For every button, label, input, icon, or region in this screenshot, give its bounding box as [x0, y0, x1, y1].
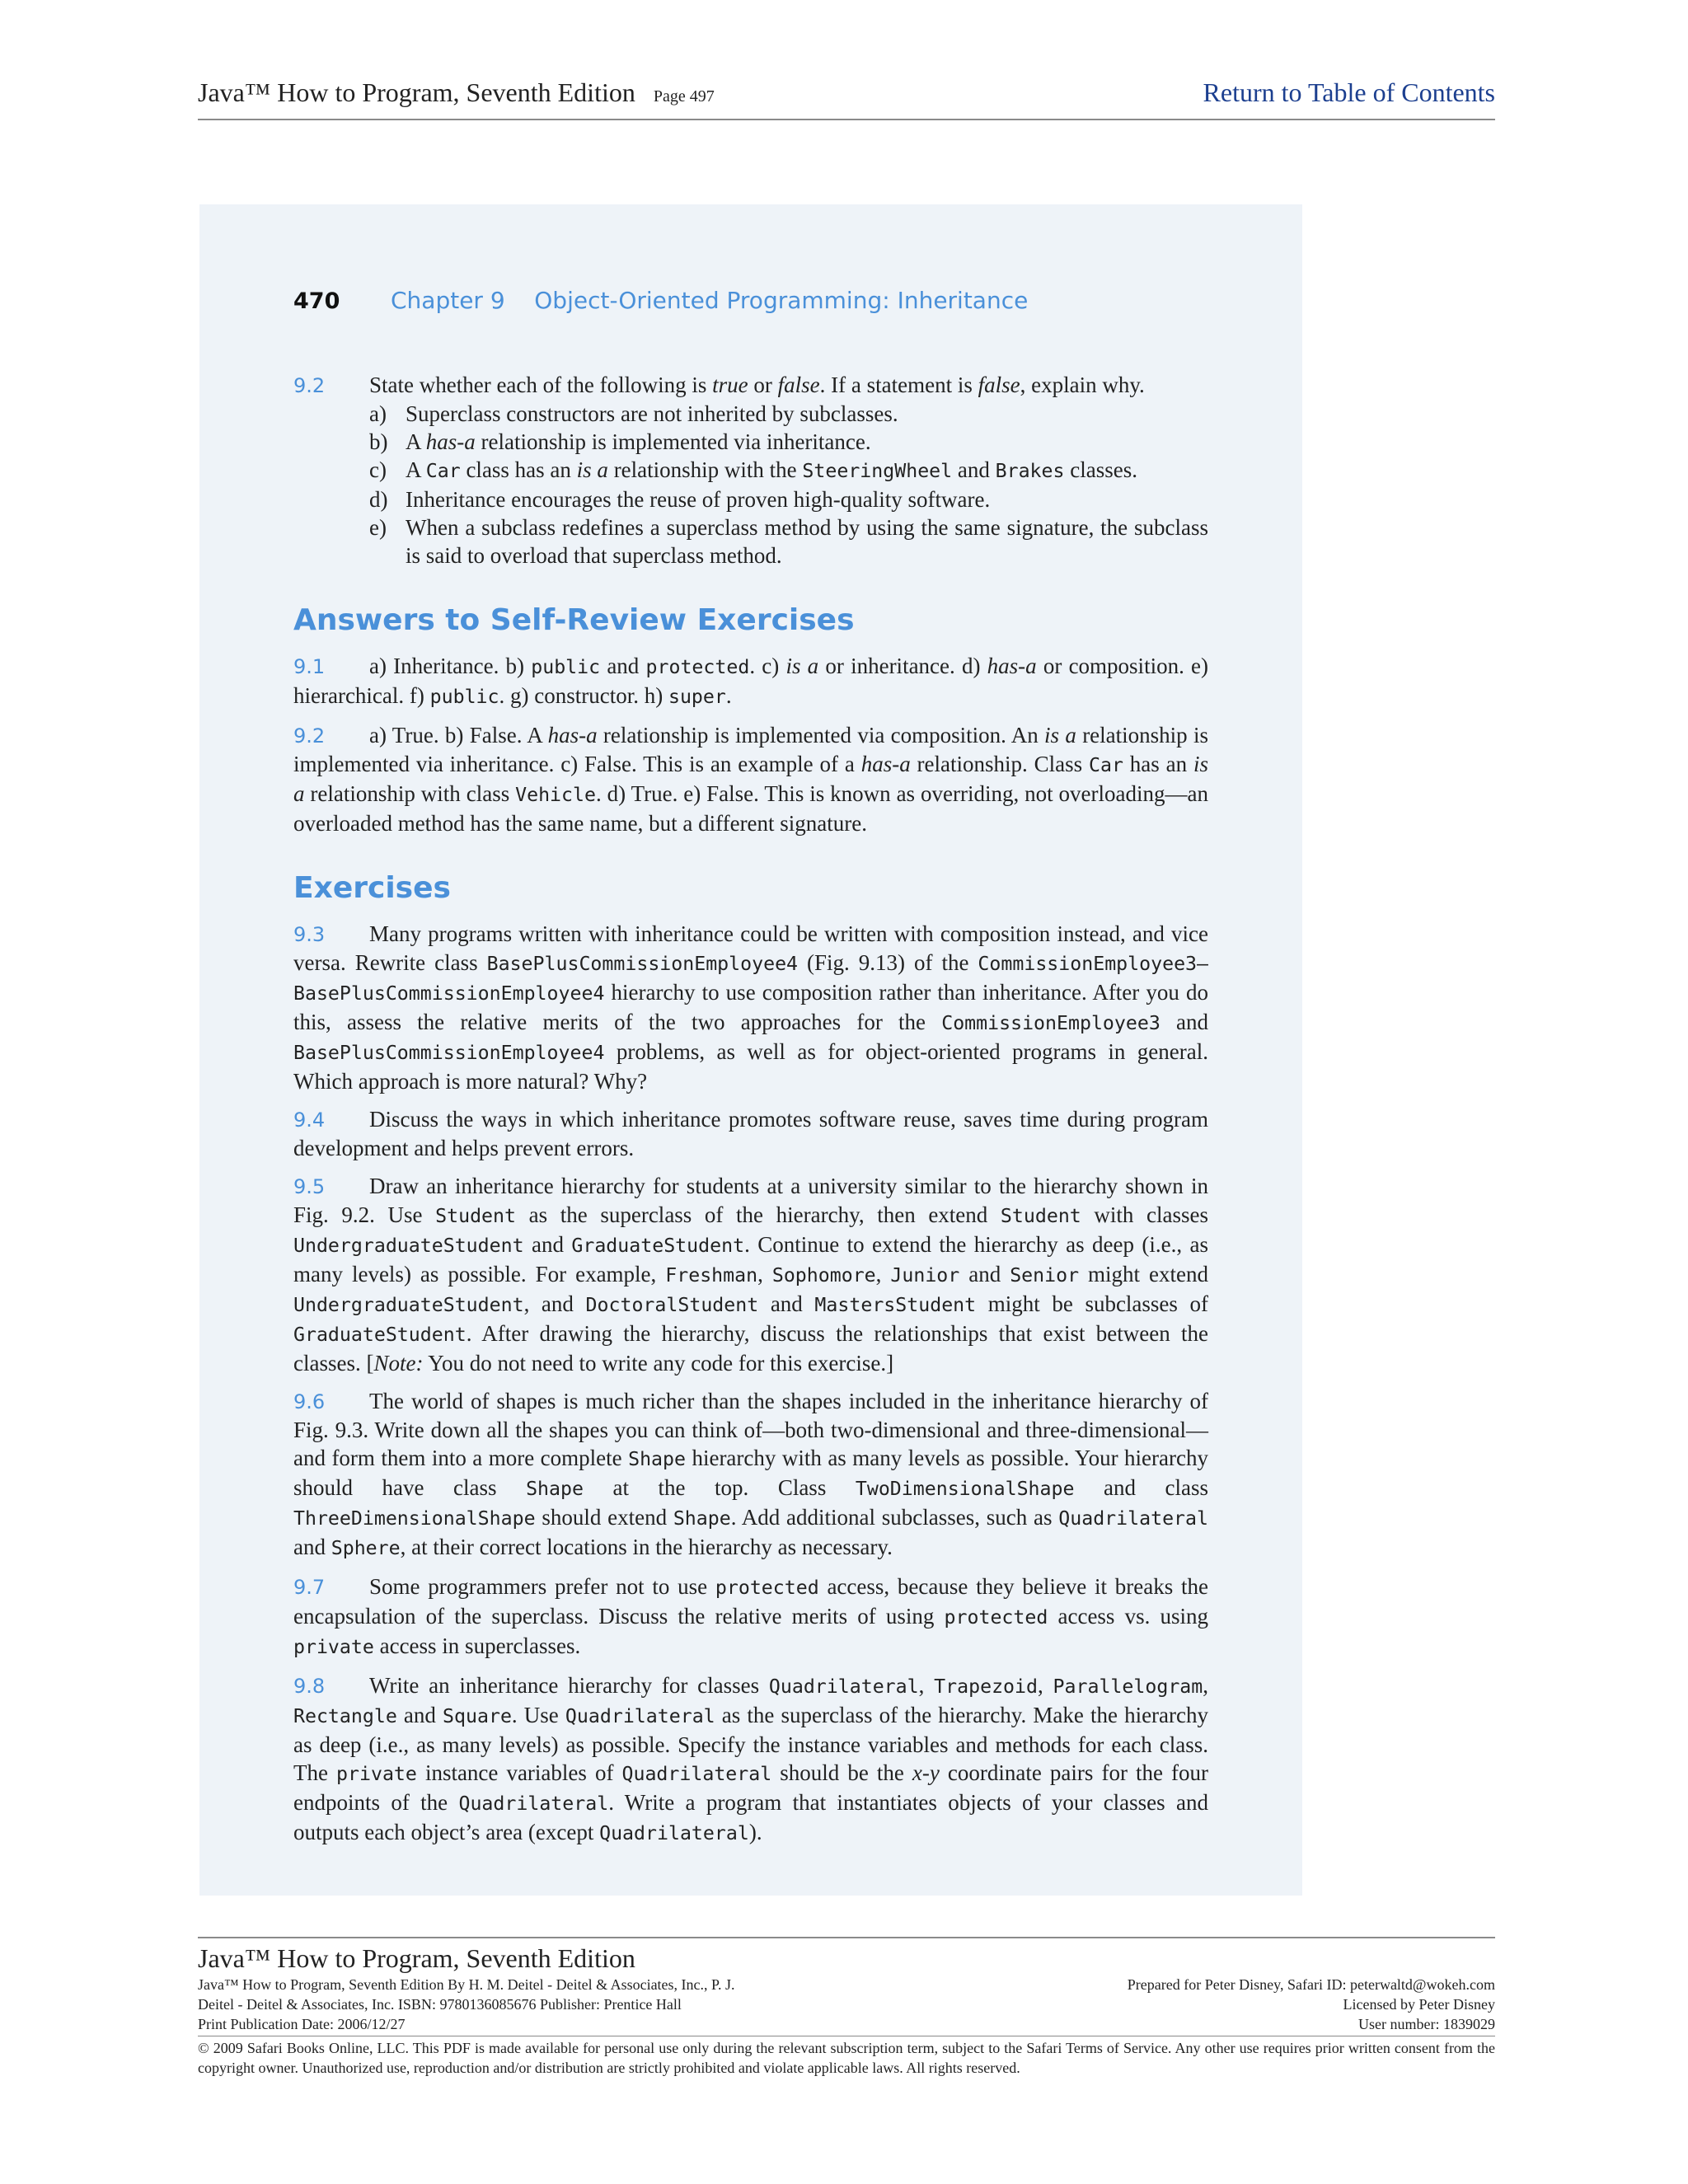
return-to-toc-link[interactable]: Return to Table of Contents [1203, 77, 1495, 107]
exercise-number: 9.6 [293, 1390, 326, 1413]
footer [198, 1937, 1495, 2078]
page-panel [199, 204, 1302, 1896]
list-item: d) Inheritance encourages the reuse of proven high-quality software. [369, 487, 991, 512]
exercise-9-8: 9.8 Write an inheritance hierarchy for classes Quadrilateral, Trapezoid, Parallelogram, Rectangle and Square. Use Quadrilateral as the superclass of the hierarchy. Make the hierarchy as deep (i.e., as many levels) as possible. Specify the instance variables and methods for each class. The private instance variables of Quadrilateral should be the x-y coordinate pairs for the four endpoints of the Quadrilateral. Write a program that instantiates objects of your classes and outputs each object’s area (except Quadrilateral). [293, 1673, 1209, 1844]
list-item: a) Superclass constructors are not inherited by subclasses. [369, 401, 898, 426]
exercise-9-6: 9.6 The world of shapes is much richer than the shapes included in the inheritance hierarchy of Fig. 9.3. Write down all the shapes you can think of—both two-dimensional and three-dimensional—and form them into a more complete Shape hierarchy with as many levels as possible. Your hierarchy should have class Shape at the top. Class TwoDimensionalShape and class ThreeDimensionalShape should extend Shape. Add additional subclasses, such as Quadrilateral and Sphere, at their correct locations in the hierarchy as necessary. [293, 1389, 1208, 1559]
exercise-number: 9.5 [293, 1175, 326, 1198]
chapter-page-number: 470 [293, 288, 340, 314]
list-item: c) A Car class has an is a relationship with the SteeringWheel and Brakes classes. [369, 457, 1137, 482]
exercise-number: 9.8 [293, 1675, 326, 1698]
top-header [198, 77, 1495, 120]
answer-9-1: 9.1 a) Inheritance. b) public and protected. c) is a or inheritance. d) has-a or composition. e) hierarchical. f) public. g) constructor. h) super. [293, 654, 1208, 708]
exercise-9-3: 9.3 Many programs written with inheritance could be written with composition instead, and vice versa. Rewrite class BasePlusCommissionEmployee4 (Fig. 9.13) of the CommissionEmployee3–BasePlusCommissionEmployee4 hierarchy to use composition rather than inheritance. After you do this, assess the relative merits of the two approaches for the CommissionEmployee3 and BasePlusCommissionEmployee4 problems, as well as for object-oriented programs in general. Which approach is more natural? Why? [293, 921, 1209, 1094]
exercise-number: 9.1 [293, 655, 326, 678]
exercise-9-2-items [293, 400, 1208, 569]
exercises-heading: Exercises [293, 871, 451, 905]
footer-title: Java™ How to Program, Seventh Edition [198, 1943, 635, 1973]
exercise-number: 9.2 [293, 374, 326, 397]
exercise-number: 9.3 [293, 923, 326, 946]
book-title: Java™ How to Program, Seventh Edition Page 497 [198, 77, 715, 107]
exercise-9-2: 9.2 State whether each of the following is true or false. If a statement is false, explain why. [293, 371, 1208, 400]
answer-9-2: 9.2 a) True. b) False. A has-a relationship is implemented via composition. An is a relationship is implemented via inheritance. c) False. This is an example of a has-a relationship. Class Car has an is a relationship with class Vehicle. d) True. e) False. This is known as overriding, not overloading—an overloaded method has the same name, but a different signature. [293, 723, 1209, 836]
footer-license-info: Prepared for Peter Disney, Safari ID: peterwaltd@wokeh.com Licensed by Peter Disney User number: 1839029 [1127, 1976, 1495, 2032]
exercise-9-4: 9.4 Discuss the ways in which inheritance promotes software reuse, saves time during program development and helps prevent errors. [293, 1107, 1208, 1160]
exercise-number: 9.7 [293, 1576, 326, 1599]
footer-publication-info: Java™ How to Program, Seventh Edition By H. M. Deitel - Deitel & Associates, Inc., P. J. Deitel - Deitel & Associates, Inc. ISBN: 9780136085676 Publisher: Prentice Hall Print Publication Date: 2006/12/27 [198, 1976, 735, 2032]
page-content [293, 371, 1208, 1858]
exercise-9-5: 9.5 Draw an inheritance hierarchy for students at a university similar to the hierarchy shown in Fig. 9.2. Use Student as the superclass of the hierarchy, then extend Student with classes UndergraduateStudent and GraduateStudent. Continue to extend the hierarchy as deep (i.e., as many levels) as possible. For example, Freshman, Sophomore, Junior and Senior might extend UndergraduateStudent, and DoctoralStudent and MastersStudent might be subclasses of GraduateStudent. After drawing the hierarchy, discuss the relationships that exist between the classes. [Note: You do not need to write any code for this exercise.] [293, 1174, 1209, 1376]
list-item: e) When a subclass redefines a superclass method by using the same signature, the subclass is said to overload that superclass method. [369, 515, 1208, 568]
exercise-number: 9.2 [293, 724, 326, 748]
exercise-number: 9.4 [293, 1108, 326, 1132]
answers-heading: Answers to Self-Review Exercises [293, 603, 855, 637]
footer-divider [198, 1937, 1495, 1938]
footer-details [198, 1975, 1495, 2034]
page-label: Page 497 [653, 87, 715, 105]
footer-copyright: © 2009 Safari Books Online, LLC. This PDF is made available for personal use only during the relevant subscription term, subject to the Safari Terms of Service. Any other use requires prior written consent from the copyright owner. Unauthorized use, reproduction and/or distribution are strictly prohibited and violate applicable laws. All rights reserved. [198, 2040, 1495, 2076]
chapter-title: Chapter 9 Object-Oriented Programming: Inheritance [391, 287, 1029, 314]
chapter-header [293, 287, 1028, 314]
exercise-9-7: 9.7 Some programmers prefer not to use protected access, because they believe it breaks the encapsulation of the superclass. Discuss the relative merits of using protected access vs. using private access in superclasses. [293, 1574, 1208, 1658]
list-item: b) A has-a relationship is implemented via inheritance. [369, 429, 871, 454]
